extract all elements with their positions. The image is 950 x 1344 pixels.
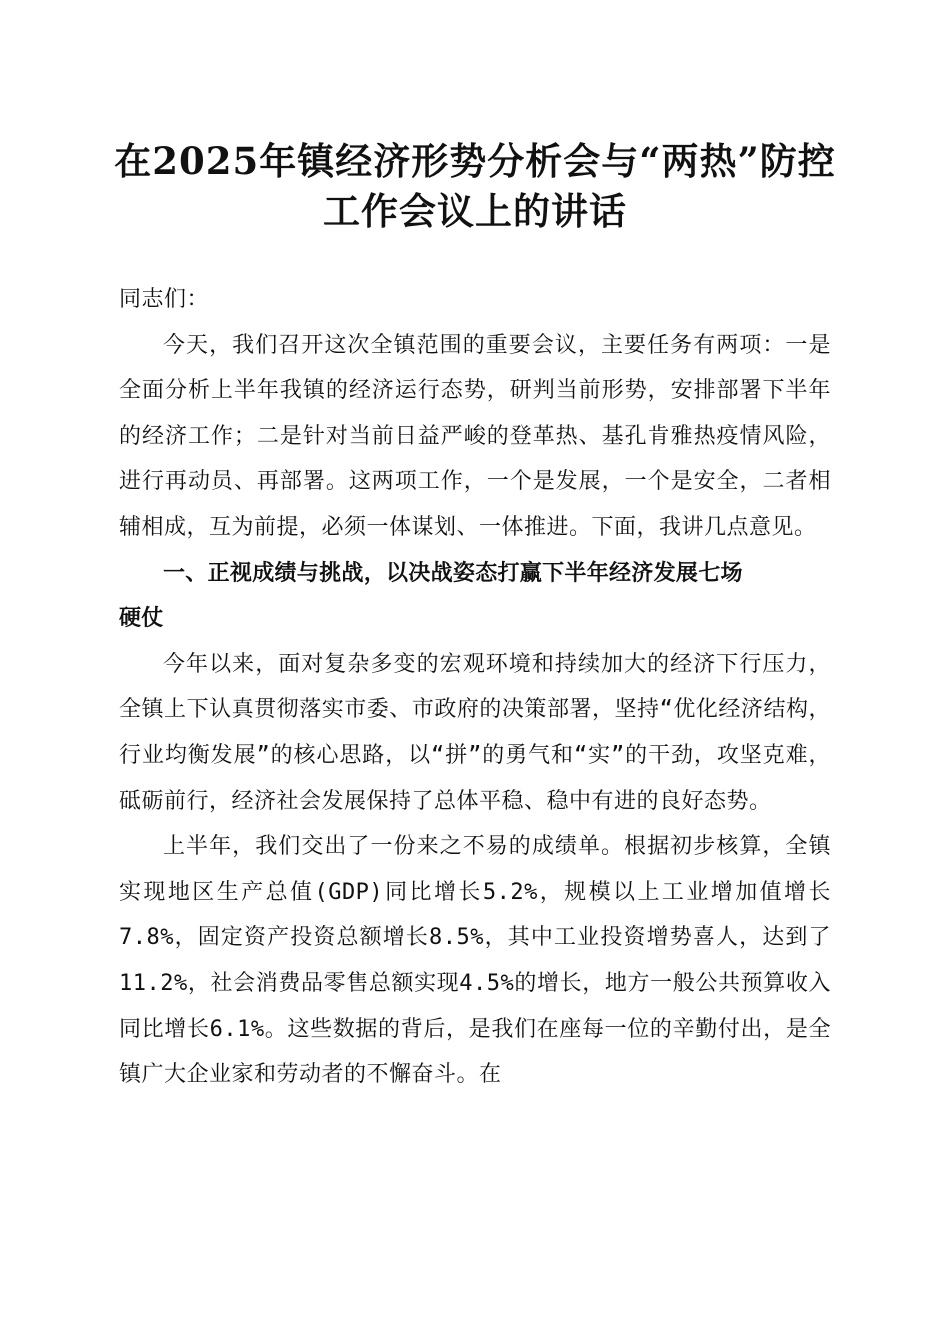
section-1-paragraph-2: 上半年，我们交出了一份来之不易的成绩单。根据初步核算，全镇实现地区生产总值(GDP)同比增长5.2%，规模以上工业增加值增长7.8%，固定资产投资总额增长8.5%，其中工业投资增势喜人，达到了11.2%，社会消费品零售总额实现4.5%的增长，地方一般公共预算收入同比增长6.1%。这些数据的背后，是我们在座每一位的辛勤付出，是全镇广大企业家和劳动者的不懈奋斗。在 <box>119 834 831 1088</box>
document-body <box>119 277 831 1098</box>
section-1-paragraph-1: 今年以来，面对复杂多变的宏观环境和持续加大的经济下行压力，全镇上下认真贯彻落实市委、市政府的决策部署，坚持“优化经济结构，行业均衡发展”的核心思路，以“拼”的勇气和“实”的干劲，攻坚克难，砥砺前行，经济社会发展保持了总体平稳、稳中有进的良好态势。 <box>119 651 831 814</box>
section-heading-1-line-1: 一、正视成绩与挑战，以决战姿态打赢下半年经济发展七场 <box>163 560 743 586</box>
salutation: 同志们： <box>119 287 210 312</box>
section-heading-1 <box>119 551 831 642</box>
title-line-2: 工作会议上的讲话 <box>323 189 627 233</box>
intro-paragraph: 今天，我们召开这次全镇范围的重要会议，主要任务有两项：一是全面分析上半年我镇的经济运行态势，研判当前形势，安排部署下半年的经济工作；二是针对当前日益严峻的登革热、基孔肯雅热疫情风险，进行再动员、再部署。这两项工作，一个是发展，一个是安全，二者相辅相成，互为前提，必须一体谋划、一体推进。下面，我讲几点意见。 <box>119 332 831 540</box>
document-title <box>100 136 850 236</box>
title-line-1: 在2025年镇经济形势分析会与“两热”防控 <box>114 139 836 183</box>
section-heading-1-line-2: 硬仗 <box>119 606 164 632</box>
